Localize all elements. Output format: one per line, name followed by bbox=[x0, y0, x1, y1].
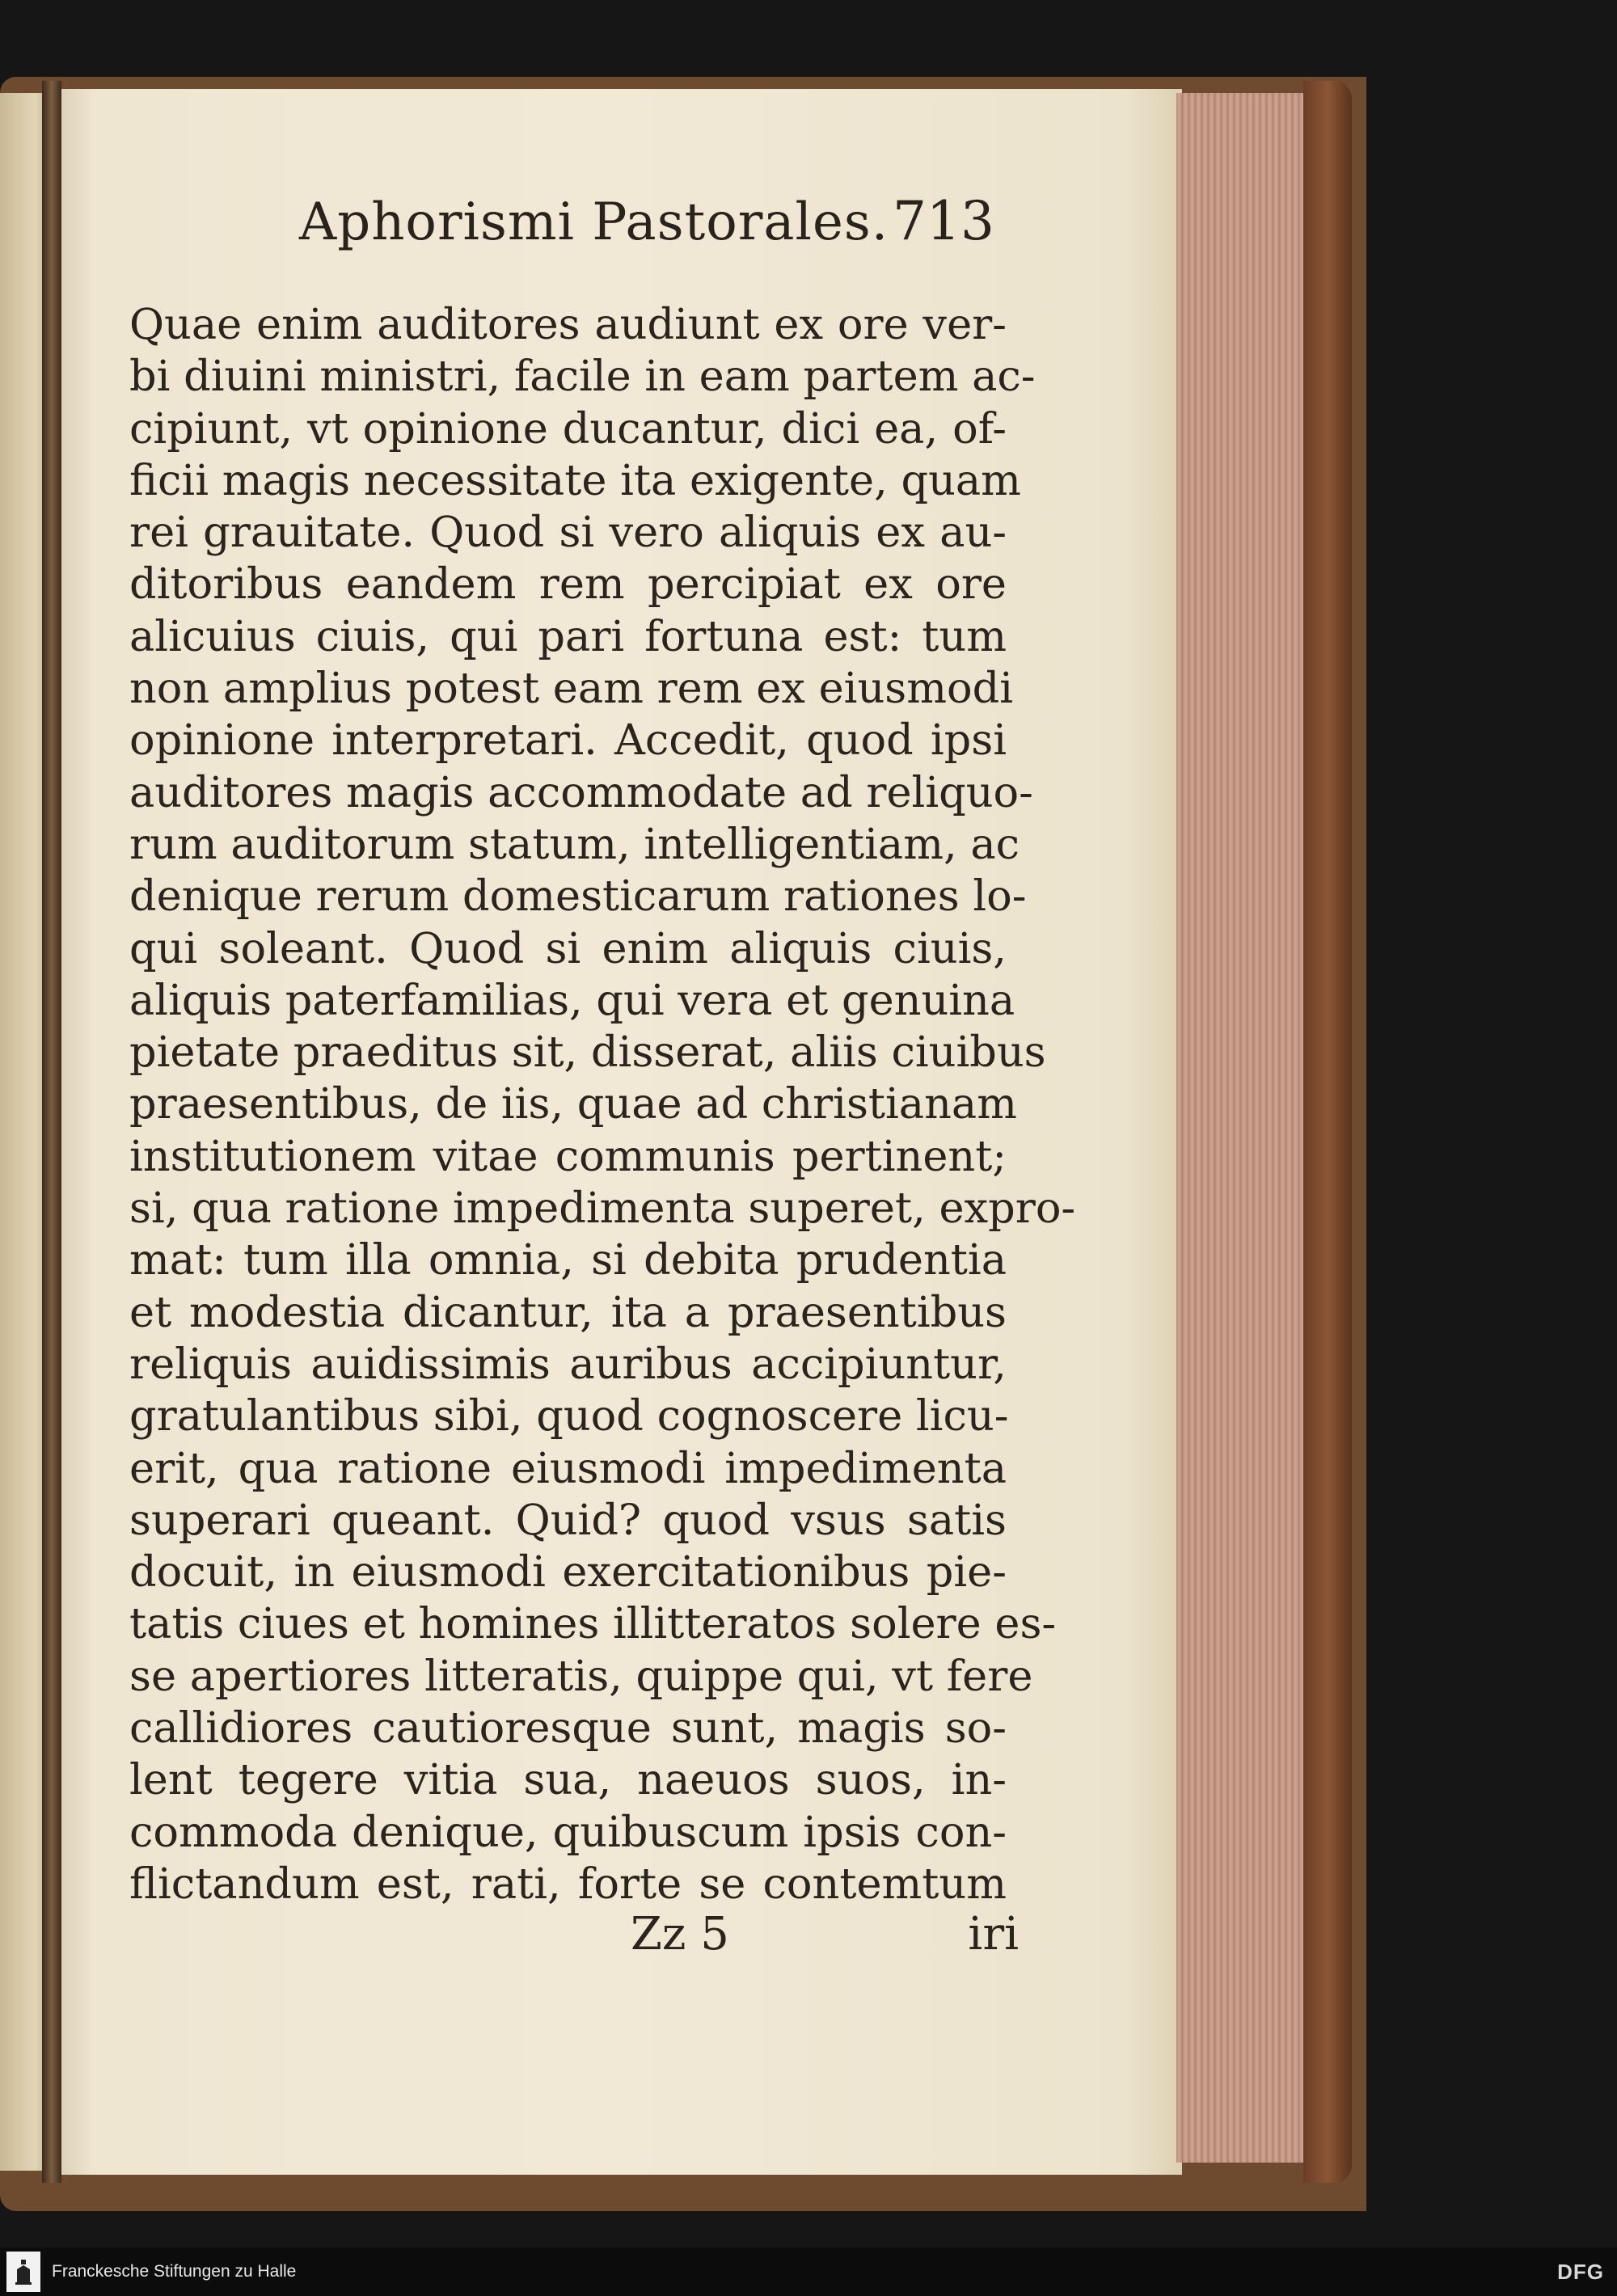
text-line: gratulantibus sibi, quod cognoscere licu- bbox=[129, 1391, 1009, 1441]
text-line: flictandum est, rati, forte se contemtum bbox=[129, 1859, 1007, 1909]
institution-name: Franckesche Stiftungen zu Halle bbox=[52, 2262, 297, 2281]
book-cover-edge bbox=[1303, 81, 1352, 2183]
text-line: commoda denique, quibuscum ipsis con- bbox=[129, 1807, 1007, 1857]
text-line: denique rerum domesticarum rationes lo- bbox=[129, 872, 1027, 922]
text-line: ditoribus eandem rem percipiat ex ore bbox=[129, 559, 1007, 610]
text-line: institutionem vitae communis pertinent; bbox=[129, 1131, 1007, 1181]
page-header bbox=[299, 190, 994, 252]
page-fore-edge bbox=[1176, 93, 1306, 2163]
page-number: 713 bbox=[893, 190, 994, 252]
text-line: ficii magis necessitate ita exigente, quam bbox=[129, 455, 1021, 505]
text-line: cipiunt, vt opinione ducantur, dici ea, of- bbox=[129, 403, 1007, 454]
text-line: rei grauitate. Quod si vero aliquis ex au- bbox=[129, 508, 1007, 558]
text-line: docuit, in eiusmodi exercitationibus pie- bbox=[129, 1547, 1007, 1597]
text-line: bi diuini ministri, facile in eam partem ac- bbox=[129, 352, 1036, 402]
viewer-footer-bar bbox=[0, 2247, 1617, 2296]
body-text bbox=[129, 299, 1076, 1910]
text-line: si, qua ratione impedimenta superet, expro- bbox=[129, 1184, 1076, 1234]
text-line: praesentibus, de iis, quae ad christianam bbox=[129, 1079, 1017, 1129]
text-line: se apertiores litteratis, quippe qui, vt fere bbox=[129, 1651, 1033, 1701]
text-line: alicuius ciuis, qui pari fortuna est: tum bbox=[129, 611, 1007, 661]
text-line: pietate praeditus sit, disserat, aliis ciuibus bbox=[129, 1028, 1046, 1078]
text-line: non amplius potest eam rem ex eiusmodi bbox=[129, 664, 1013, 714]
text-line: lent tegere vitia sua, naeuos suos, in- bbox=[129, 1755, 1007, 1805]
text-line: et modestia dicantur, ita a praesentibus bbox=[129, 1287, 1007, 1337]
signature-mark: Zz 5 bbox=[631, 1908, 729, 1960]
catchword: iri bbox=[968, 1908, 1019, 1960]
institution-logo-icon bbox=[6, 2252, 40, 2292]
text-line: rum auditorum statum, intelligentiam, ac bbox=[129, 819, 1020, 869]
text-line: aliquis paterfamilias, qui vera et genuina bbox=[129, 975, 1015, 1025]
text-line: qui soleant. Quod si enim aliquis ciuis, bbox=[129, 923, 1007, 973]
text-line: mat: tum illa omnia, si debita prudentia bbox=[129, 1235, 1007, 1285]
text-line: superari queant. Quid? quod vsus satis bbox=[129, 1495, 1007, 1545]
dfg-logo: DFG bbox=[1557, 2259, 1604, 2284]
text-line: callidiores cautioresque sunt, magis so- bbox=[129, 1703, 1007, 1754]
text-line: tatis ciues et homines illitteratos solere es- bbox=[129, 1599, 1057, 1649]
running-title: Aphorismi Pastorales. bbox=[299, 192, 889, 252]
book-spine-gutter bbox=[42, 81, 61, 2183]
text-line: Quae enim auditores audiunt ex ore ver- bbox=[129, 300, 1007, 349]
page-footer bbox=[631, 1908, 1019, 1960]
text-line: erit, qua ratione eiusmodi impedimenta bbox=[129, 1443, 1007, 1493]
text-line: reliquis auidissimis auribus accipiuntur, bbox=[129, 1339, 1007, 1389]
text-line: opinione interpretari. Accedit, quod ipsi bbox=[129, 715, 1007, 766]
text-line: auditores magis accommodate ad reliquo- bbox=[129, 767, 1033, 817]
